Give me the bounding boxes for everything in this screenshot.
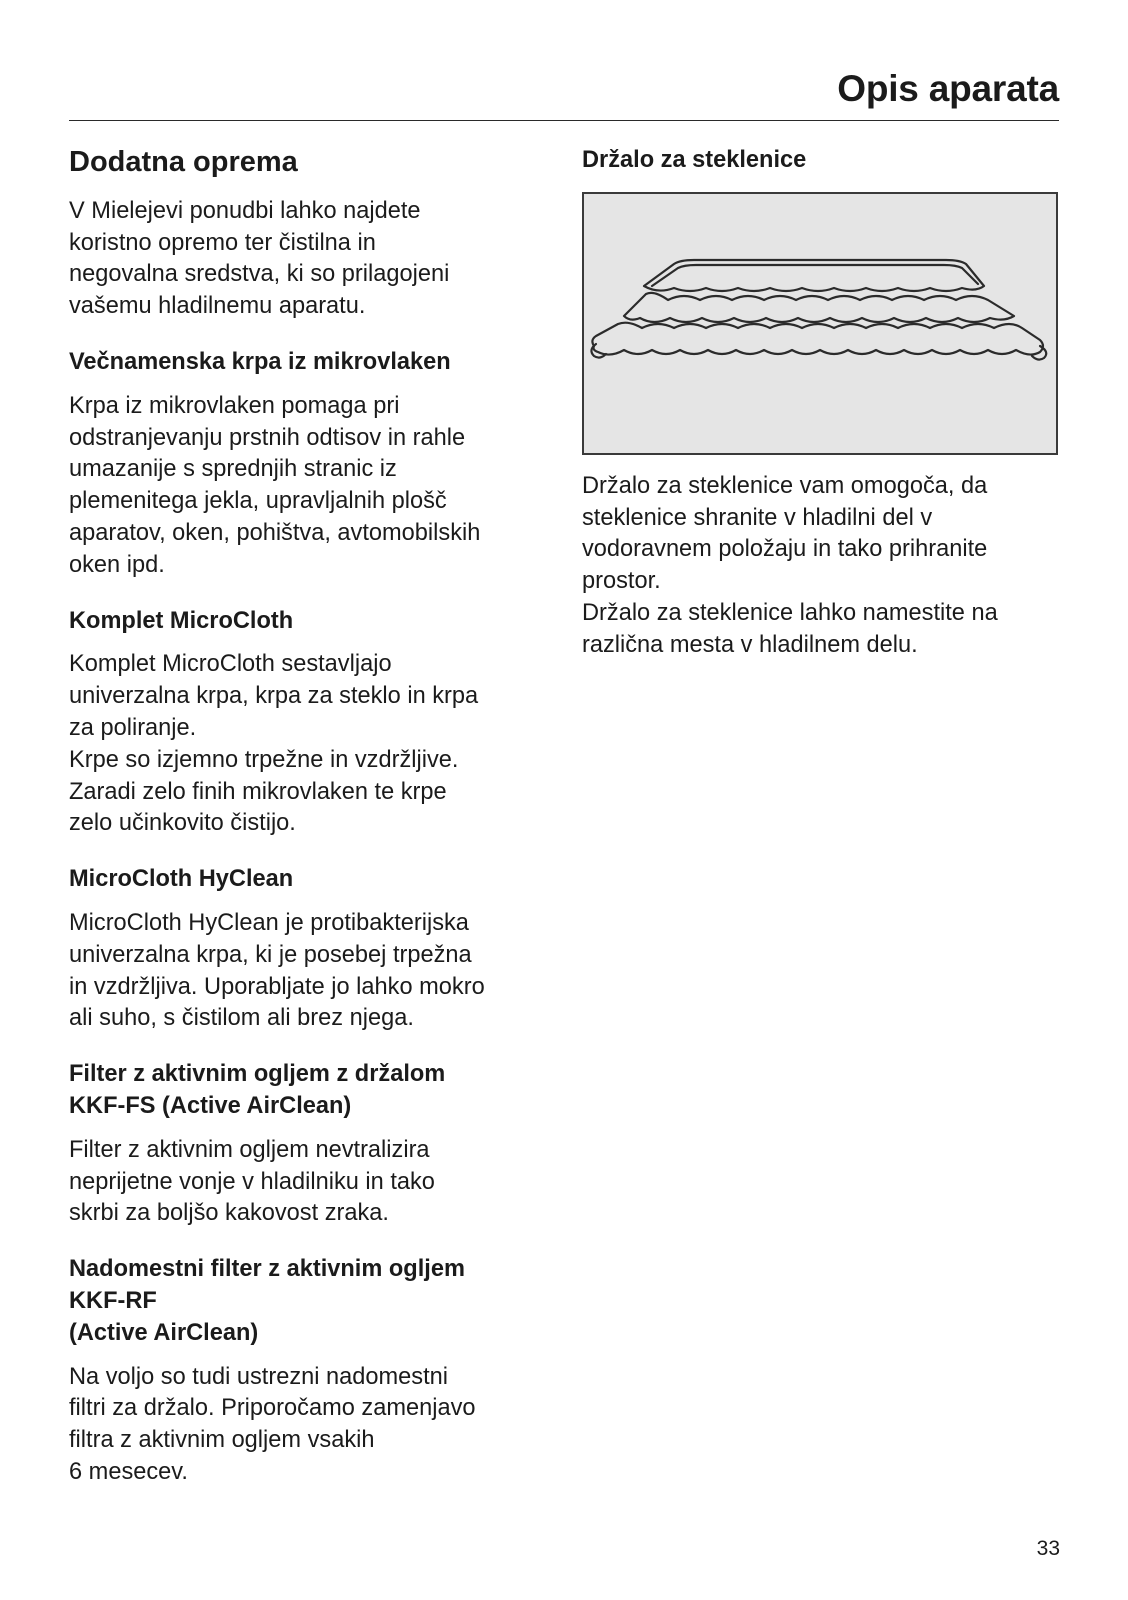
intro-line: koristno opremo ter čistilna in <box>69 229 376 256</box>
intro-line: vašemu hladilnemu aparatu. <box>69 293 366 320</box>
body-line: neprijetne vonje v hladilniku in tako <box>69 1168 435 1195</box>
section-title: Dodatna oprema <box>69 146 298 178</box>
body-line: 6 mesecev. <box>69 1458 188 1485</box>
bottle-rack-heading: Držalo za steklenice <box>582 147 807 173</box>
bottle-rack-description <box>582 471 1060 662</box>
body-line: aparatov, oken, pohištva, avtomobilskih <box>69 519 481 546</box>
body-line: ali suho, s čistilom ali brez njega. <box>69 1005 414 1032</box>
body-line: Zaradi zelo finih mikrovlaken te krpe <box>69 778 447 805</box>
page-number: 33 <box>1036 1537 1060 1560</box>
accessory-description <box>69 908 559 1035</box>
body-line: steklenice shranite v hladilni del v <box>582 504 933 531</box>
body-line: Filter z aktivnim ogljem nevtralizira <box>69 1136 430 1163</box>
body-line: filtri za držalo. Priporočamo zamenjavo <box>69 1395 476 1422</box>
body-line: Držalo za steklenice vam omogoča, da <box>582 472 988 499</box>
heading-line: KKF-FS (Active AirClean) <box>69 1092 352 1119</box>
page-title: Opis aparata <box>837 68 1059 109</box>
body-line: in vzdržljiva. Uporabljate jo lahko mokro <box>69 973 485 1000</box>
left-column <box>69 145 559 1489</box>
body-line: za poliranje. <box>69 714 197 741</box>
body-line: zelo učinkovito čistijo. <box>69 810 296 837</box>
bottle-rack-drawing <box>584 194 1056 453</box>
accessory-microcloth-hyclean <box>69 864 559 1035</box>
body-line: Držalo za steklenice lahko namestite na <box>582 599 998 626</box>
body-line: plemenitega jekla, upravljalnih plošč <box>69 488 447 515</box>
body-line: Krpe so izjemno trpežne in vzdržljive. <box>69 746 459 773</box>
accessory-heading <box>69 606 559 638</box>
accessory-description <box>69 1135 559 1230</box>
body-line: umazanije s sprednjih stranic iz <box>69 456 397 483</box>
heading-line: KKF-RF <box>69 1287 157 1314</box>
body-line: univerzalna krpa, krpa za steklo in krpa <box>69 683 479 710</box>
accessory-description <box>69 1362 559 1489</box>
body-line: Krpa iz mikrovlaken pomaga pri <box>69 392 400 419</box>
accessory-heading <box>69 1059 559 1123</box>
body-line: filtra z aktivnim ogljem vsakih <box>69 1427 375 1454</box>
intro-line: V Mielejevi ponudbi lahko najdete <box>69 197 421 224</box>
body-line: oken ipd. <box>69 551 165 578</box>
heading-line: (Active AirClean) <box>69 1319 259 1346</box>
body-line: prostor. <box>582 568 661 595</box>
rack-end-loop-left <box>591 344 606 358</box>
body-line: univerzalna krpa, ki je posebej trpežna <box>69 941 472 968</box>
accessory-microfibre-cloth <box>69 347 559 582</box>
heading-line: Filter z aktivnim ogljem z držalom <box>69 1061 446 1088</box>
body-line: vodoravnem položaju in tako prihranite <box>582 536 988 563</box>
body-line: Na voljo so tudi ustrezni nadomestni <box>69 1363 449 1390</box>
body-line: skrbi za boljšo kakovost zraka. <box>69 1200 389 1227</box>
intro-line: negovalna sredstva, ki so prilagojeni <box>69 261 450 288</box>
accessory-description <box>69 649 559 840</box>
heading-line: Nadomestni filter z aktivnim ogljem <box>69 1256 465 1283</box>
intro-paragraph <box>69 196 559 323</box>
rack-wire-bottom <box>592 322 1043 354</box>
accessory-description <box>69 391 559 582</box>
accessory-charcoal-filter-holder <box>69 1059 559 1230</box>
body-line: odstranjevanju prstnih odtisov in rahle <box>69 424 466 451</box>
accessory-heading <box>69 347 559 379</box>
body-line: MicroCloth HyClean je protibakterijska <box>69 909 469 936</box>
body-line: različna mesta v hladilnem delu. <box>582 631 918 658</box>
body-line: Komplet MicroCloth sestavljajo <box>69 651 392 678</box>
rack-wire-middle <box>624 293 1014 322</box>
accessory-heading <box>69 864 559 896</box>
heading-line: MicroCloth HyClean <box>69 866 294 893</box>
heading-line: Večnamenska krpa iz mikrovlaken <box>69 348 451 375</box>
heading-line: Komplet MicroCloth <box>69 607 294 634</box>
bottle-rack-illustration <box>582 192 1058 455</box>
accessory-replacement-filter <box>69 1254 559 1489</box>
rack-wire-top-inner <box>652 265 978 286</box>
page-header <box>69 60 1059 121</box>
right-column <box>582 145 1060 662</box>
accessory-microcloth-set <box>69 606 559 841</box>
accessory-heading <box>69 1254 559 1349</box>
